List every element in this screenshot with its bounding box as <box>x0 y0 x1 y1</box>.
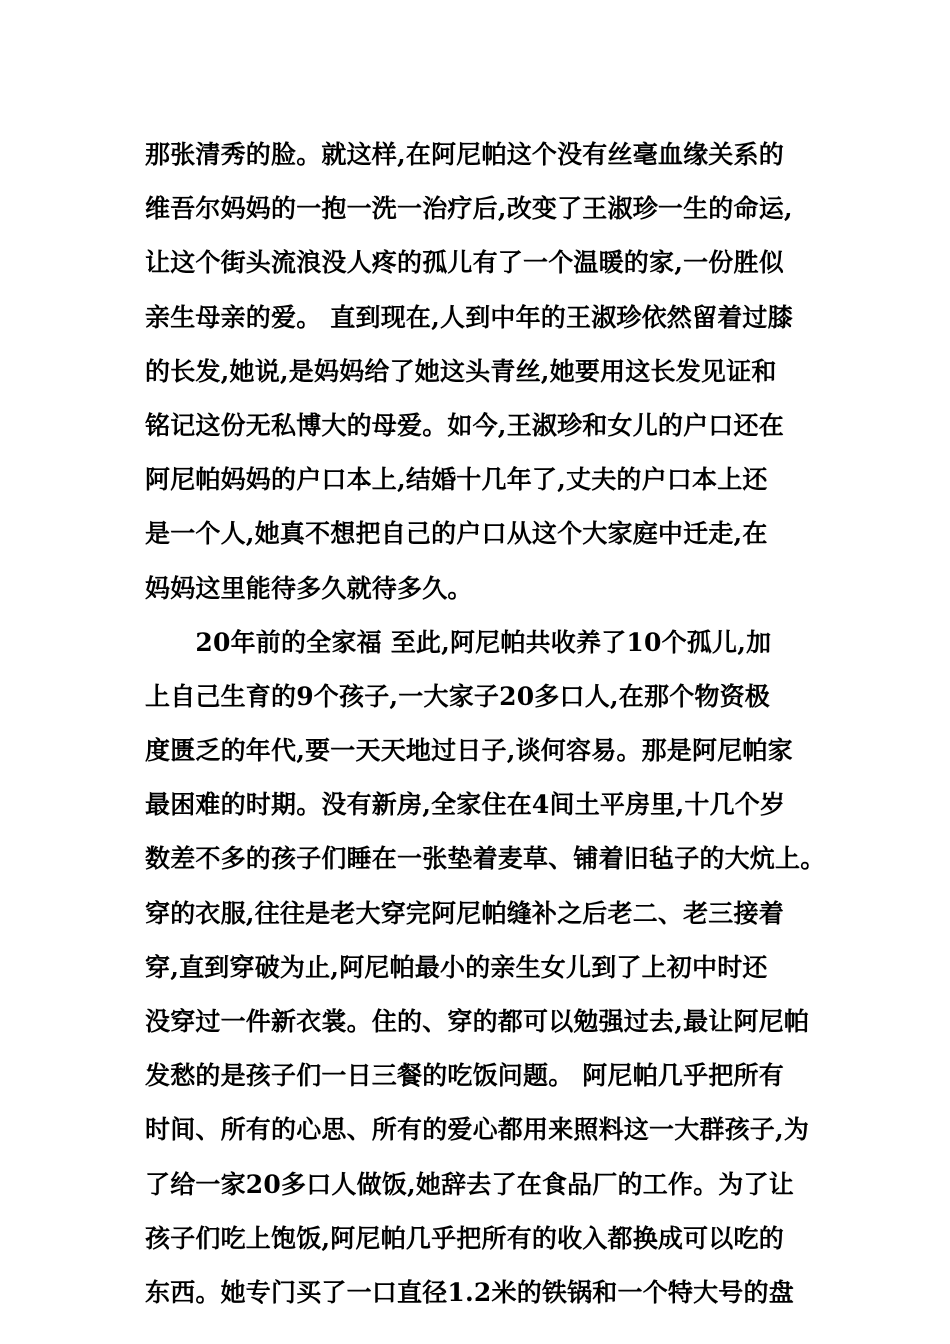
text-line: 妈妈这里能待多久就待多久。 <box>145 573 473 603</box>
text-line: 了给一家20多口人做饭,她辞去了在食品厂的工作。为了让 <box>145 1169 794 1199</box>
text-line: 数差不多的孩子们睡在一张垫着麦草、铺着旧毡子的大炕上。 <box>145 844 826 874</box>
text-line: 发愁的是孩子们一日三餐的吃饭问题。 阿尼帕几乎把所有 <box>145 1061 784 1091</box>
text-line: 时间、所有的心思、所有的爱心都用来照料这一大群孩子,为 <box>145 1115 810 1145</box>
text-line: 维吾尔妈妈的一抱一洗一治疗后,改变了王淑珍一生的命运, <box>145 194 793 224</box>
text-line: 是一个人,她真不想把自己的户口从这个大家庭中迁走,在 <box>145 519 768 549</box>
text-line: 阿尼帕妈妈的户口本上,结婚十几年了,丈夫的户口本上还 <box>145 465 768 495</box>
text-line: 没穿过一件新衣裳。住的、穿的都可以勉强过去,最让阿尼帕 <box>145 1007 810 1036</box>
text-line: 让这个街头流浪没人疼的孤儿有了一个温暖的家,一份胜似 <box>145 248 784 278</box>
text-line: 亲生母亲的爱。 直到现在,人到中年的王淑珍依然留着过膝 <box>145 302 793 332</box>
text-line: 孩子们吃上饱饭,阿尼帕几乎把所有的收入都换成可以吃的 <box>145 1223 784 1253</box>
text-line: 穿的衣服,往往是老大穿完阿尼帕缝补之后老二、老三接着 <box>145 898 784 928</box>
text-line: 那张清秀的脸。就这样,在阿尼帕这个没有丝毫血缘关系的 <box>145 140 784 169</box>
body-text <box>145 128 826 1320</box>
text-line: 东西。她专门买了一口直径1.2米的铁锅和一个特大号的盘 <box>145 1277 794 1307</box>
text-line: 度匮乏的年代,要一天天地过日子,谈何容易。那是阿尼帕家 <box>145 736 793 766</box>
text-line: 穿,直到穿破为止,阿尼帕最小的亲生女儿到了上初中时还 <box>145 952 768 982</box>
text-line: 的长发,她说,是妈妈给了她这头青丝,她要用这长发见证和 <box>145 356 777 386</box>
text-line: 最困难的时期。没有新房,全家住在4间土平房里,十几个岁 <box>145 790 786 820</box>
text-line: 铭记这份无私博大的母爱。如今,王淑珍和女儿的户口还在 <box>145 410 784 440</box>
text-line: 上自己生育的9个孩子,一大家子20多口人,在那个物资极 <box>145 681 770 711</box>
text-line: 20年前的全家福 至此,阿尼帕共收养了10个孤儿,加 <box>145 627 772 657</box>
